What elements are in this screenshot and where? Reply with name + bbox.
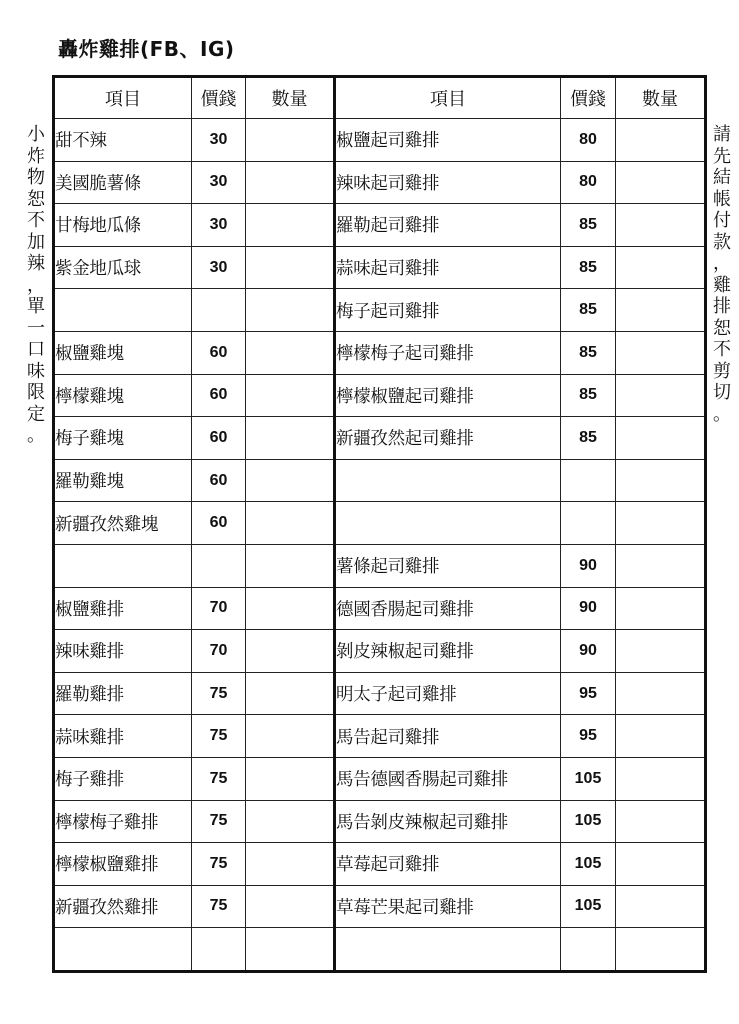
left-quantity-cell[interactable] bbox=[246, 630, 335, 673]
note-char: 恕 bbox=[713, 317, 731, 339]
note-char: 雞 bbox=[713, 274, 731, 296]
note-char: 定 bbox=[27, 403, 45, 425]
right-price-cell: 85 bbox=[561, 374, 616, 417]
left-item-cell: 新疆孜然雞排 bbox=[54, 885, 192, 928]
right-price-cell bbox=[561, 459, 616, 502]
table-row bbox=[54, 587, 706, 630]
right-price-cell: 105 bbox=[561, 757, 616, 800]
left-quantity-cell[interactable] bbox=[246, 715, 335, 758]
left-price-cell: 30 bbox=[192, 204, 246, 247]
left-quantity-cell[interactable] bbox=[246, 502, 335, 545]
right-item-cell: 檸檬梅子起司雞排 bbox=[335, 331, 561, 374]
left-quantity-cell[interactable] bbox=[246, 161, 335, 204]
right-item-cell: 辣味起司雞排 bbox=[335, 161, 561, 204]
left-price-cell: 60 bbox=[192, 459, 246, 502]
left-price-cell: 60 bbox=[192, 417, 246, 460]
left-item-cell: 新疆孜然雞塊 bbox=[54, 502, 192, 545]
right-item-cell: 新疆孜然起司雞排 bbox=[335, 417, 561, 460]
left-quantity-cell[interactable] bbox=[246, 204, 335, 247]
note-char: 恕 bbox=[27, 188, 45, 210]
right-price-cell: 90 bbox=[561, 587, 616, 630]
page-title: 轟炸雞排(FB、IG) bbox=[58, 37, 235, 61]
right-price-cell: 80 bbox=[561, 161, 616, 204]
table-header-row bbox=[54, 77, 706, 119]
note-char: 。 bbox=[713, 403, 731, 425]
left-item-cell: 檸檬雞塊 bbox=[54, 374, 192, 417]
left-price-cell: 30 bbox=[192, 161, 246, 204]
table-row bbox=[54, 757, 706, 800]
right-quantity-cell[interactable] bbox=[616, 843, 706, 886]
left-quantity-cell[interactable] bbox=[246, 417, 335, 460]
left-item-cell: 檸檬梅子雞排 bbox=[54, 800, 192, 843]
right-quantity-cell[interactable] bbox=[616, 417, 706, 460]
left-price-cell bbox=[192, 544, 246, 587]
left-quantity-cell[interactable] bbox=[246, 587, 335, 630]
left-quantity-cell[interactable] bbox=[246, 459, 335, 502]
note-char: 付 bbox=[713, 210, 731, 231]
table-row bbox=[54, 630, 706, 673]
note-char: 加 bbox=[27, 231, 45, 253]
header-price-right: 價錢 bbox=[561, 77, 616, 119]
right-price-cell: 85 bbox=[561, 204, 616, 247]
left-quantity-cell[interactable] bbox=[246, 800, 335, 843]
right-item-cell: 馬告德國香腸起司雞排 bbox=[335, 757, 561, 800]
right-quantity-cell[interactable] bbox=[616, 161, 706, 204]
right-price-cell: 85 bbox=[561, 331, 616, 374]
right-price-cell: 85 bbox=[561, 246, 616, 289]
left-price-cell: 30 bbox=[192, 246, 246, 289]
right-price-cell: 90 bbox=[561, 544, 616, 587]
right-quantity-cell[interactable] bbox=[616, 672, 706, 715]
table-row bbox=[54, 289, 706, 332]
note-char: 剪 bbox=[713, 360, 731, 382]
left-price-cell: 75 bbox=[192, 800, 246, 843]
right-item-cell: 草莓芒果起司雞排 bbox=[335, 885, 561, 928]
right-quantity-cell[interactable] bbox=[616, 885, 706, 928]
table-row bbox=[54, 800, 706, 843]
note-char: 限 bbox=[27, 382, 45, 403]
right-price-cell: 85 bbox=[561, 289, 616, 332]
right-quantity-cell[interactable] bbox=[616, 246, 706, 289]
note-char: ， bbox=[713, 253, 731, 274]
right-price-cell: 85 bbox=[561, 417, 616, 460]
left-item-cell: 檸檬椒鹽雞排 bbox=[54, 843, 192, 886]
left-item-cell bbox=[54, 544, 192, 587]
left-item-cell: 蒜味雞排 bbox=[54, 715, 192, 758]
menu-body bbox=[54, 119, 706, 972]
table-row bbox=[54, 374, 706, 417]
right-price-cell: 105 bbox=[561, 843, 616, 886]
note-char: 款 bbox=[713, 231, 731, 253]
right-item-cell bbox=[335, 459, 561, 502]
left-quantity-cell[interactable] bbox=[246, 246, 335, 289]
note-char: 炸 bbox=[27, 145, 45, 167]
right-quantity-cell[interactable] bbox=[616, 587, 706, 630]
order-form-table bbox=[52, 75, 707, 973]
right-item-cell: 馬告起司雞排 bbox=[335, 715, 561, 758]
right-item-cell: 馬告剝皮辣椒起司雞排 bbox=[335, 800, 561, 843]
left-item-cell: 椒鹽雞排 bbox=[54, 587, 192, 630]
left-item-cell: 美國脆薯條 bbox=[54, 161, 192, 204]
left-price-cell: 75 bbox=[192, 843, 246, 886]
right-item-cell: 檸檬椒鹽起司雞排 bbox=[335, 374, 561, 417]
table-row bbox=[54, 843, 706, 886]
right-item-cell bbox=[335, 502, 561, 545]
right-quantity-cell[interactable] bbox=[616, 800, 706, 843]
note-char: 物 bbox=[27, 167, 45, 188]
left-price-cell: 75 bbox=[192, 715, 246, 758]
note-char: ， bbox=[27, 274, 45, 296]
table-row bbox=[54, 502, 706, 545]
left-quantity-cell[interactable] bbox=[246, 885, 335, 928]
right-item-cell: 椒鹽起司雞排 bbox=[335, 119, 561, 162]
table-row bbox=[54, 331, 706, 374]
left-price-cell: 30 bbox=[192, 119, 246, 162]
left-item-cell: 羅勒雞排 bbox=[54, 672, 192, 715]
left-price-cell: 75 bbox=[192, 672, 246, 715]
right-quantity-cell[interactable] bbox=[616, 502, 706, 545]
left-quantity-cell[interactable] bbox=[246, 119, 335, 162]
note-char: 不 bbox=[713, 339, 731, 360]
right-price-cell bbox=[561, 928, 616, 972]
note-char: 排 bbox=[713, 296, 731, 317]
note-char: 辣 bbox=[27, 253, 45, 274]
left-item-cell: 甘梅地瓜條 bbox=[54, 204, 192, 247]
right-price-cell: 105 bbox=[561, 885, 616, 928]
right-quantity-cell[interactable] bbox=[616, 289, 706, 332]
left-price-cell bbox=[192, 928, 246, 972]
left-item-cell: 羅勒雞塊 bbox=[54, 459, 192, 502]
left-quantity-cell[interactable] bbox=[246, 928, 335, 972]
left-quantity-cell[interactable] bbox=[246, 672, 335, 715]
left-item-cell bbox=[54, 289, 192, 332]
right-item-cell bbox=[335, 928, 561, 972]
table-row bbox=[54, 161, 706, 204]
right-quantity-cell[interactable] bbox=[616, 119, 706, 162]
note-char: 味 bbox=[27, 360, 45, 382]
right-quantity-cell[interactable] bbox=[616, 459, 706, 502]
right-side-note bbox=[710, 124, 734, 425]
left-quantity-cell[interactable] bbox=[246, 843, 335, 886]
left-quantity-cell[interactable] bbox=[246, 544, 335, 587]
left-price-cell: 70 bbox=[192, 587, 246, 630]
note-char: 口 bbox=[27, 339, 45, 360]
table-row bbox=[54, 715, 706, 758]
left-price-cell: 60 bbox=[192, 502, 246, 545]
left-side-note bbox=[24, 124, 48, 447]
right-price-cell: 95 bbox=[561, 715, 616, 758]
right-price-cell: 105 bbox=[561, 800, 616, 843]
note-char: 切 bbox=[713, 382, 731, 403]
right-quantity-cell[interactable] bbox=[616, 374, 706, 417]
note-char: 結 bbox=[713, 167, 731, 188]
left-item-cell: 梅子雞排 bbox=[54, 757, 192, 800]
right-item-cell: 蒜味起司雞排 bbox=[335, 246, 561, 289]
left-item-cell: 紫金地瓜球 bbox=[54, 246, 192, 289]
left-price-cell: 60 bbox=[192, 331, 246, 374]
right-quantity-cell[interactable] bbox=[616, 204, 706, 247]
right-price-cell: 90 bbox=[561, 630, 616, 673]
left-quantity-cell[interactable] bbox=[246, 289, 335, 332]
table-row bbox=[54, 119, 706, 162]
header-price-left: 價錢 bbox=[192, 77, 246, 119]
left-item-cell: 椒鹽雞塊 bbox=[54, 331, 192, 374]
note-char: 單 bbox=[27, 296, 45, 317]
table-row bbox=[54, 672, 706, 715]
right-quantity-cell[interactable] bbox=[616, 715, 706, 758]
note-char: 先 bbox=[713, 145, 731, 167]
left-price-cell: 75 bbox=[192, 757, 246, 800]
header-item-left: 項目 bbox=[54, 77, 192, 119]
right-price-cell bbox=[561, 502, 616, 545]
table-row bbox=[54, 928, 706, 972]
left-price-cell: 75 bbox=[192, 885, 246, 928]
right-quantity-cell[interactable] bbox=[616, 331, 706, 374]
left-item-cell: 甜不辣 bbox=[54, 119, 192, 162]
right-quantity-cell[interactable] bbox=[616, 928, 706, 972]
header-qty-right: 數量 bbox=[616, 77, 706, 119]
table-row bbox=[54, 885, 706, 928]
table-row bbox=[54, 544, 706, 587]
left-item-cell: 辣味雞排 bbox=[54, 630, 192, 673]
right-price-cell: 95 bbox=[561, 672, 616, 715]
note-char: 帳 bbox=[713, 188, 731, 210]
right-item-cell: 明太子起司雞排 bbox=[335, 672, 561, 715]
left-quantity-cell[interactable] bbox=[246, 757, 335, 800]
note-char: 不 bbox=[27, 210, 45, 231]
table-row bbox=[54, 417, 706, 460]
right-quantity-cell[interactable] bbox=[616, 544, 706, 587]
left-quantity-cell[interactable] bbox=[246, 331, 335, 374]
right-item-cell: 羅勒起司雞排 bbox=[335, 204, 561, 247]
right-item-cell: 德國香腸起司雞排 bbox=[335, 587, 561, 630]
right-quantity-cell[interactable] bbox=[616, 630, 706, 673]
left-price-cell: 60 bbox=[192, 374, 246, 417]
right-item-cell: 剝皮辣椒起司雞排 bbox=[335, 630, 561, 673]
left-quantity-cell[interactable] bbox=[246, 374, 335, 417]
table-row bbox=[54, 246, 706, 289]
header-item-right: 項目 bbox=[335, 77, 561, 119]
left-item-cell bbox=[54, 928, 192, 972]
right-quantity-cell[interactable] bbox=[616, 757, 706, 800]
right-item-cell: 薯條起司雞排 bbox=[335, 544, 561, 587]
left-item-cell: 梅子雞塊 bbox=[54, 417, 192, 460]
note-char: 一 bbox=[27, 317, 45, 339]
note-char: 請 bbox=[713, 124, 731, 145]
right-item-cell: 梅子起司雞排 bbox=[335, 289, 561, 332]
right-price-cell: 80 bbox=[561, 119, 616, 162]
table-row bbox=[54, 204, 706, 247]
left-price-cell bbox=[192, 289, 246, 332]
note-char: 。 bbox=[27, 425, 45, 446]
right-item-cell: 草莓起司雞排 bbox=[335, 843, 561, 886]
note-char: 小 bbox=[27, 124, 45, 145]
left-price-cell: 70 bbox=[192, 630, 246, 673]
table-row bbox=[54, 459, 706, 502]
header-qty-left: 數量 bbox=[246, 77, 335, 119]
